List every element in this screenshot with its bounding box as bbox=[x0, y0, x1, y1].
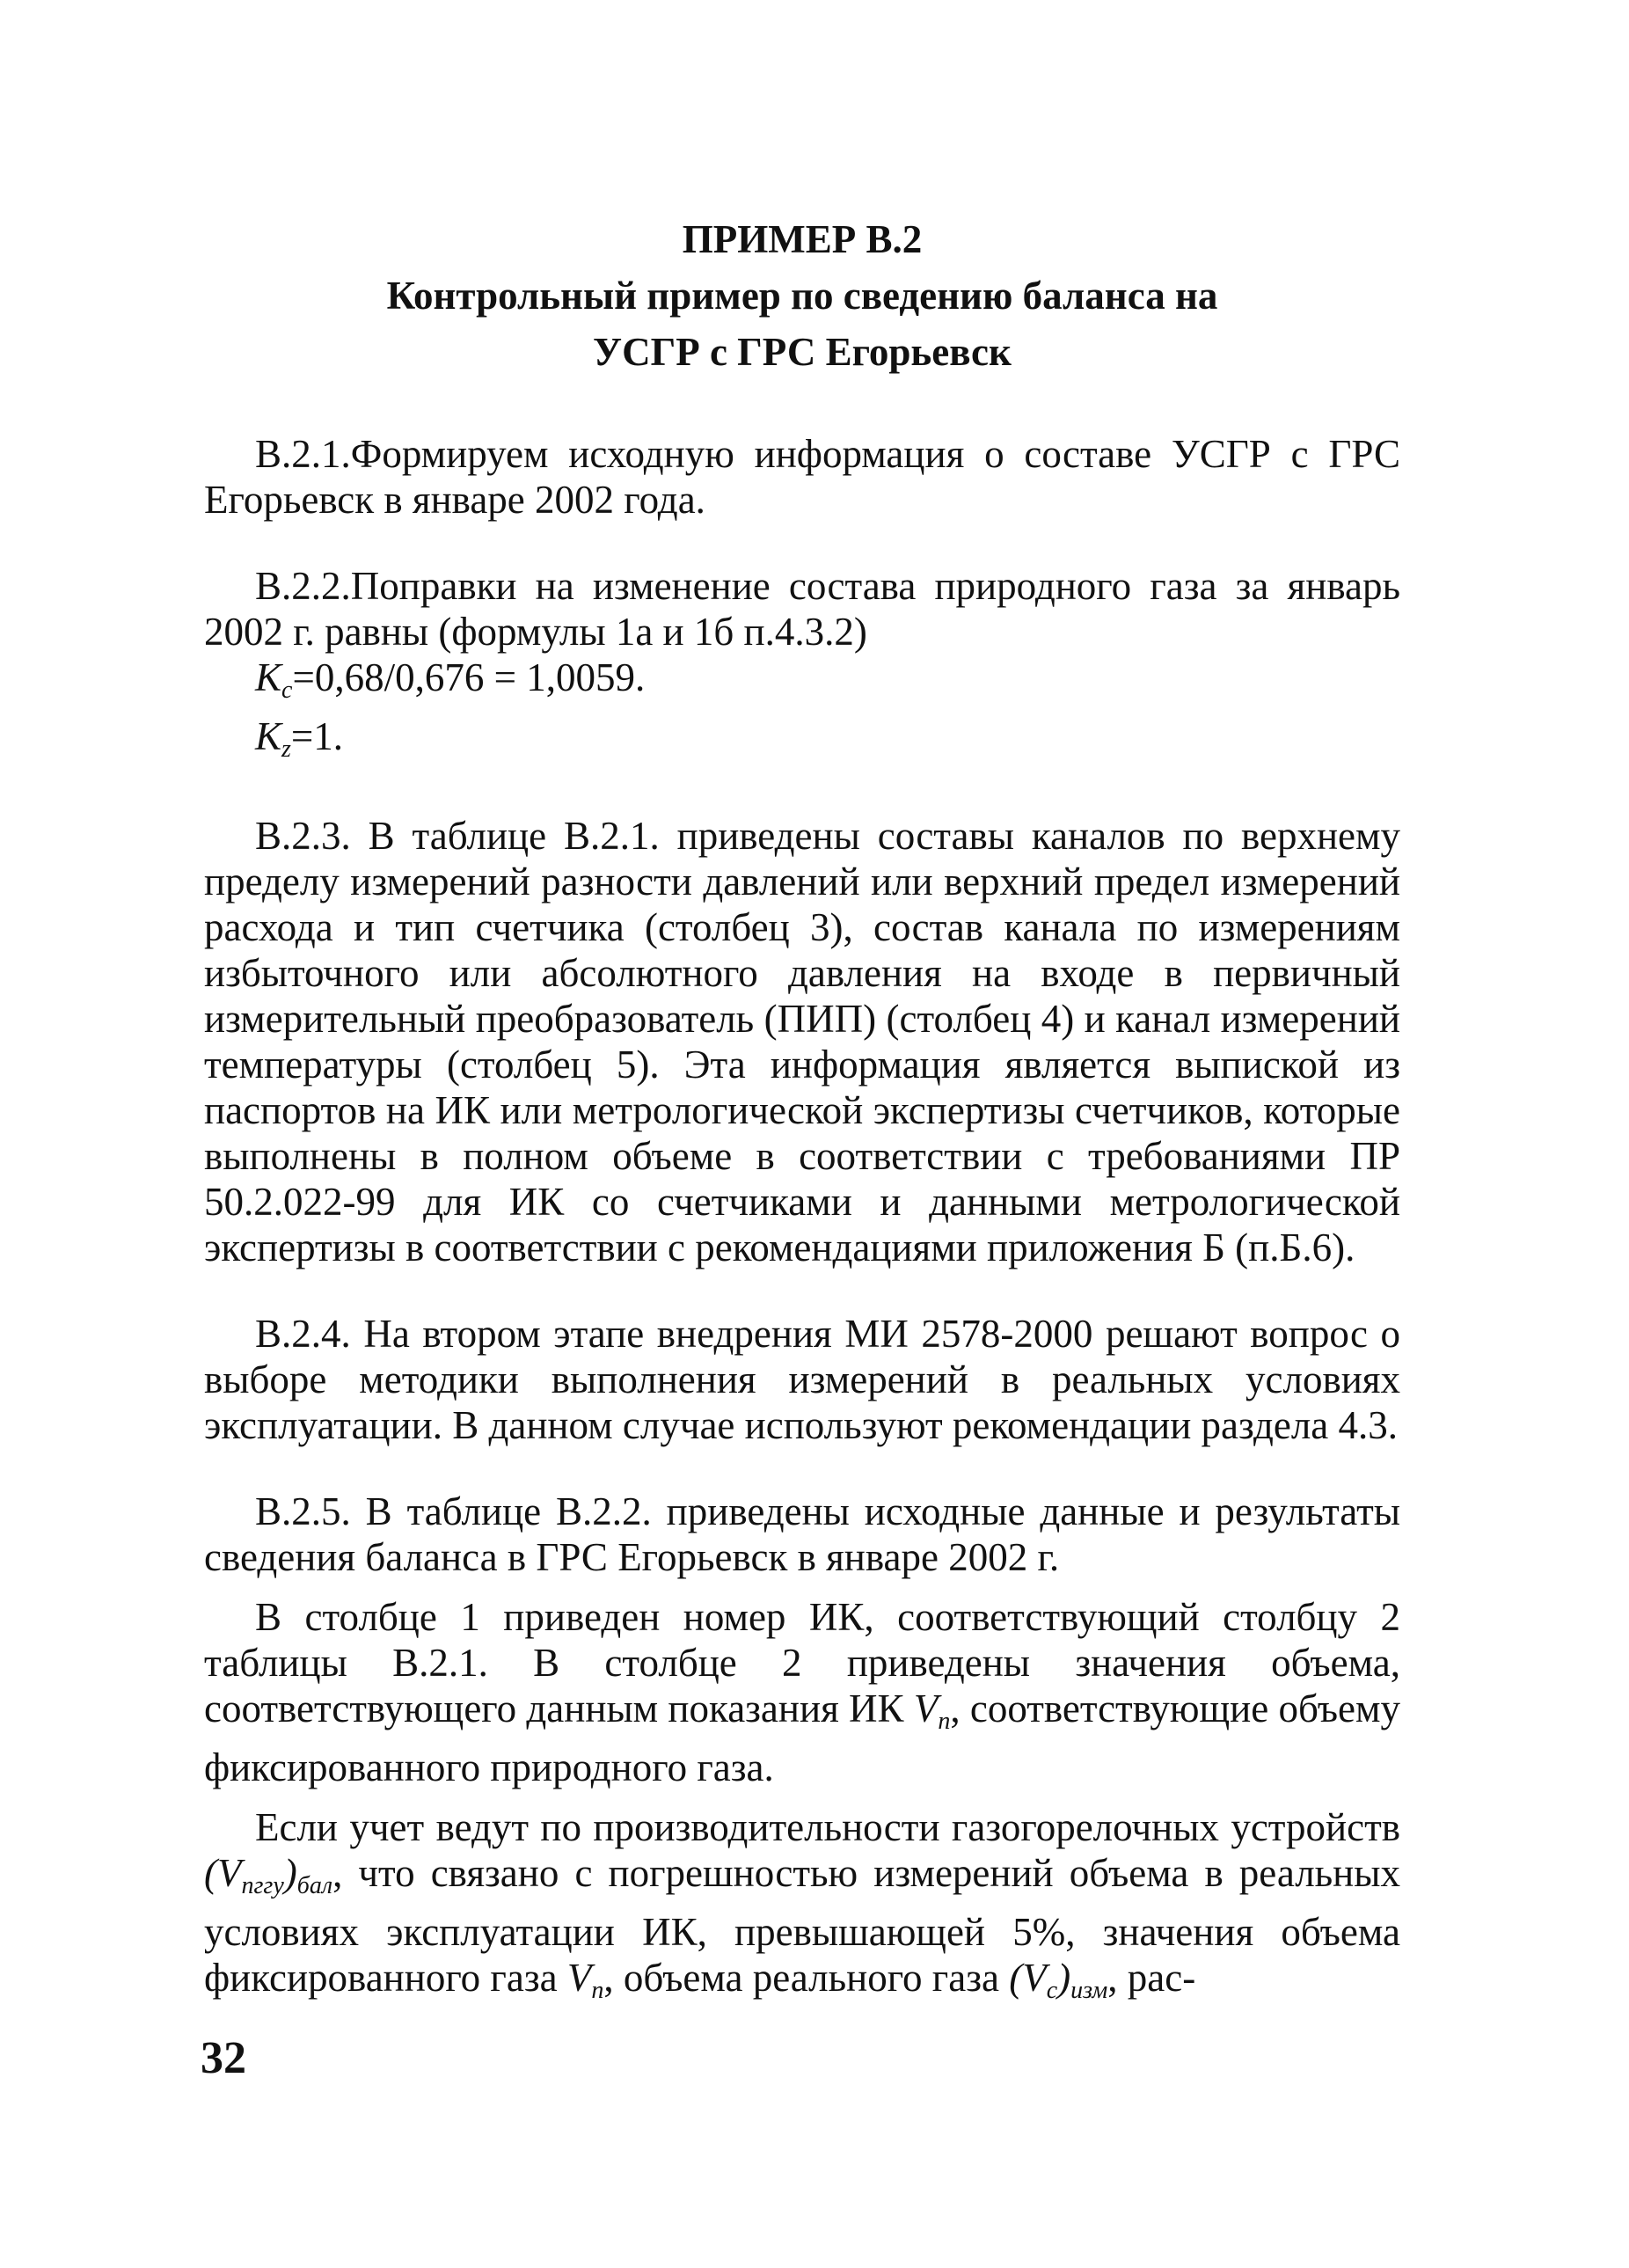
section-b-2-1: В.2.1.Формируем исходную информация о составе УСГР с ГРС Егорьевск в январе 2002 года. bbox=[204, 432, 1400, 522]
paragraph-column-1 bbox=[204, 1594, 1400, 1790]
symbol-vnggu-subscript: nггу bbox=[241, 1872, 284, 1899]
formula-kc-value: =0,68/0,676 = 1,0059. bbox=[292, 655, 646, 699]
symbol-vnggu-close: ) bbox=[283, 1851, 297, 1895]
symbol-vn-2: V bbox=[566, 1956, 592, 2000]
heading-title-line1: Контрольный пример по сведению баланса на bbox=[386, 274, 1218, 318]
paragraph-column-1-text-before: В столбце 1 приведен номер ИК, соответствующий столбцу 2 таблицы В.2.1. В столбце 2 приведены значения объема, соответствующего данным показания ИК bbox=[204, 1595, 1400, 1730]
section-b-2-4: В.2.4. На втором этапе внедрения МИ 2578-2000 решают вопрос о выборе методики выполнения измерений в реальных условиях эксплуатации. В данном случае используют рекомендации раздела 4.3. bbox=[204, 1312, 1400, 1447]
document-page bbox=[204, 211, 1400, 2014]
paragraph-burner-text-after: , рас- bbox=[1107, 1956, 1196, 2000]
section-b-2-5: В.2.5. В таблице В.2.2. приведены исходные данные и результаты сведения баланса в ГРС Егорьевск в январе 2002 г. bbox=[204, 1489, 1400, 1579]
formula-kz-symbol: K bbox=[255, 714, 282, 758]
symbol-vc-subscript: c bbox=[1046, 1977, 1058, 2004]
paragraph-column-1-text-after: , соответствующие объему фиксированного природного газа. bbox=[204, 1686, 1400, 1789]
spacer bbox=[204, 523, 1400, 563]
formula-kc-symbol: K bbox=[255, 655, 282, 699]
formula-kz-subscript: z bbox=[281, 735, 291, 763]
symbol-vnggu-subscript-bal: бал bbox=[296, 1872, 333, 1899]
paragraph-burner-text-before: Если учет ведут по производительности газогорелочных устройств bbox=[255, 1805, 1400, 1849]
spacer bbox=[204, 772, 1400, 813]
symbol-vc: (V bbox=[1009, 1956, 1047, 2000]
document-heading bbox=[204, 211, 1400, 380]
symbol-vn-subscript: n bbox=[938, 1708, 951, 1735]
heading-title-line2: УСГР с ГРС Егорьевск bbox=[593, 330, 1012, 374]
spacer bbox=[204, 1448, 1400, 1489]
formula-kz-value: =1. bbox=[290, 714, 344, 758]
formula-kc-subscript: c bbox=[281, 677, 293, 704]
spacer bbox=[204, 1580, 1400, 1594]
paragraph-burner-text-mid2: , объема реального газа bbox=[603, 1956, 1010, 2000]
symbol-vc-close: ) bbox=[1057, 1956, 1071, 2000]
page-number: 32 bbox=[201, 2033, 246, 2083]
spacer bbox=[204, 380, 1400, 431]
paragraph-burner-text-mid1: , что связано с погрешностью измерений объема в реальных условиях эксплуатации ИК, превышающей 5%, значения объема фиксированного газа bbox=[204, 1851, 1400, 2000]
section-b-2-3: В.2.3. В таблице В.2.1. приведены составы каналов по верхнему пределу измерений разности давлений или верхний предел измерений расхода и тип счетчика (столбец 3), состав канала по измерениям избыточного или абсолютного давления на входе в первичный измерительный преобразователь (ПИП) (столбец 4) и канал измерений температуры (столбец 5). Эта информация является выпиской из паспортов на ИК или метрологической экспертизы счетчиков, которые выполнены в полном объеме в соответствии с требованиями ПР 50.2.022-99 для ИК со счетчиками и данными метрологической экспертизы в соответствии с рекомендациями приложения Б (п.Б.6). bbox=[204, 814, 1400, 1269]
symbol-vnggu: (V bbox=[204, 1851, 242, 1895]
formula-kz bbox=[255, 713, 1400, 772]
section-b-2-2: В.2.2.Поправки на изменение состава природного газа за январь 2002 г. равны (формулы 1а и 1б п.4.3.2) bbox=[204, 564, 1400, 654]
paragraph-burner-devices bbox=[204, 1804, 1400, 2014]
formula-kc bbox=[255, 655, 1400, 713]
spacer bbox=[204, 1270, 1400, 1311]
symbol-vn: V bbox=[913, 1686, 939, 1730]
symbol-vc-subscript-izm: изм bbox=[1070, 1977, 1108, 2004]
spacer bbox=[204, 1790, 1400, 1804]
symbol-vn-2-subscript: n bbox=[591, 1977, 604, 2004]
heading-example-number: ПРИМЕР В.2 bbox=[682, 217, 923, 261]
